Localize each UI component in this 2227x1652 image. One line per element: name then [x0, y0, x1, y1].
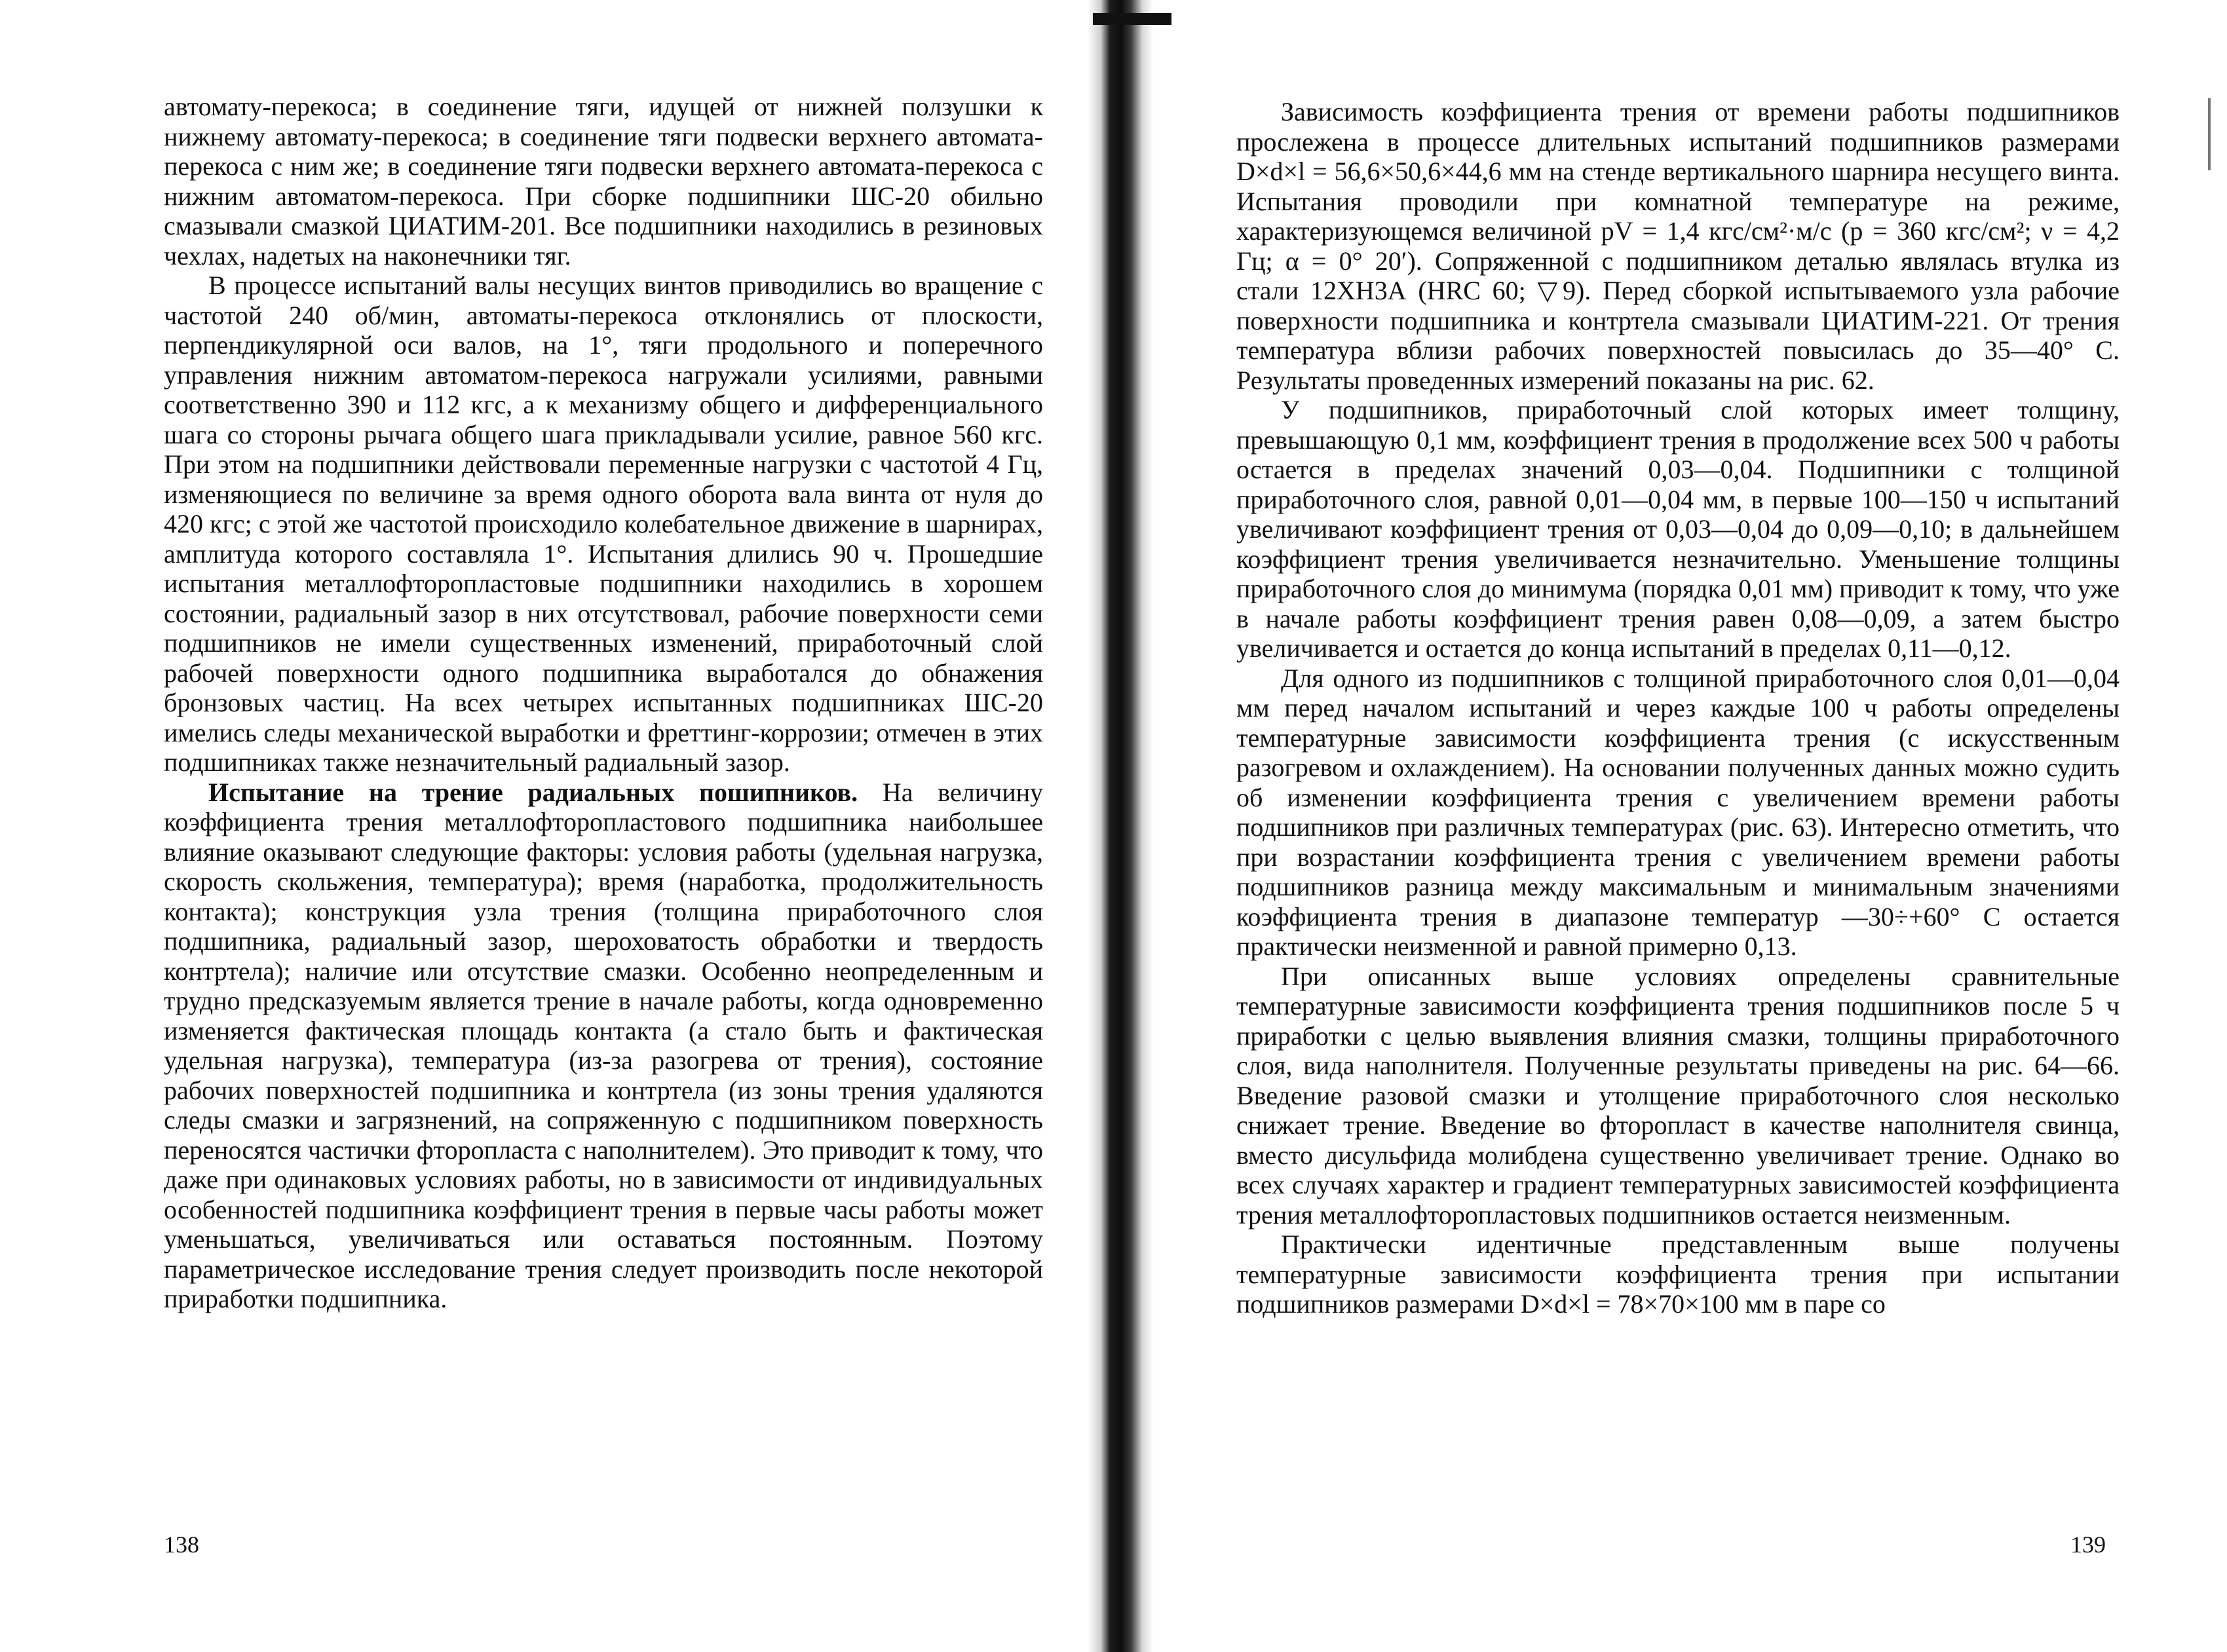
book-gutter-shadow: [1088, 0, 1153, 1652]
section-paragraph: [164, 778, 1043, 1314]
paragraph: При описанных выше условиях определены сравнительные температурные зависимости коэффициента трения подшипников после 5 ч приработки с целью выявления влияния смазки, толщины приработочного слоя, вида наполнителя. Полученные результаты приведены на рис. 64—66. Введение разовой смазки и утолщение приработочного слоя несколько снижает трение. Введение во фторопласт в качестве наполнителя свинца, вместо дисульфида молибдена существенно увеличивает трение. Однако во всех случаях характер и градиент температурных зависимостей коэффициента трения металлофторопластовых подшипников остается неизменным.: [1236, 961, 2120, 1230]
paragraph: автомату-перекоса; в соединение тяги, идущей от нижней ползушки к нижнему автомату-перекоса; в соединение тяги подвески верхнего автомата-перекоса с ним же; в соединение тяги подвески верхнего автомата-перекоса с нижним автоматом-перекоса. При сборке подшипники ШС-20 обильно смазывали смазкой ЦИАТИМ-201. Все подшипники находились в резиновых чехлах, надетых на наконечники тяг.: [164, 92, 1043, 271]
paragraph: Практически идентичные представленным выше получены температурные зависимости коэффициента трения при испытании подшипников размерами D×d×l = 78×70×100 мм в паре со: [1236, 1230, 2120, 1319]
right-page-text: [1236, 97, 2120, 1319]
paragraph: Для одного из подшипников с толщиной приработочного слоя 0,01—0,04 мм перед началом испытаний и через каждые 100 ч работы определены температурные зависимости коэффициента трения (с искусственным разогревом и охлаждением). На основании полученных данных можно судить об изменении коэффициента трения с увеличением времени работы подшипников при различных температурах (рис. 63). Интересно отметить, что при возрастании коэффициента трения с увеличением времени работы подшипников разница между максимальным и минимальным значениями коэффициента трения в диапазоне температур —30÷+60° С остается практически неизменной и равной примерно 0,13.: [1236, 663, 2120, 961]
page-number-right: 139: [2070, 1531, 2106, 1558]
left-page-text: [164, 92, 1043, 1314]
paragraph: У подшипников, приработочный слой которых имеет толщину, превышающую 0,1 мм, коэффициент трения в продолжение всех 500 ч работы остается в пределах значений 0,03—0,04. Подшипники с толщиной приработочного слоя, равной 0,01—0,04 мм, в первые 100—150 ч испытаний увеличивают коэффициент трения от 0,03—0,04 до 0,09—0,10; в дальнейшем коэффициент трения увеличивается незначительно. Уменьшение толщины приработочного слоя до минимума (порядка 0,01 мм) приводит к тому, что уже в начале работы коэффициент трения равен 0,08—0,09, а затем быстро увеличивается и остается до конца испытаний в пределах 0,11—0,12.: [1236, 395, 2120, 663]
section-heading: Испытание на трение радиальных пошипников.: [208, 777, 858, 807]
margin-mark: [2208, 98, 2211, 170]
left-page: [0, 0, 1088, 1652]
paragraph: Зависимость коэффициента трения от времени работы подшипников прослежена в процессе длительных испытаний подшипников размерами D×d×l = 56,6×50,6×44,6 мм на стенде вертикального шарнира несущего винта. Испытания проводили при комнатной температуре на режиме, характеризующемся величиной pV = 1,4 кгс/см²·м/с (p = 360 кгс/см²; ν = 4,2 Гц; α = 0° 20′). Сопряженной с подшипником деталью являлась втулка из стали 12ХН3А (HRC 60; ▽9). Перед сборкой испытываемого узла рабочие поверхности подшипника и контртела смазывали ЦИАТИМ-221. От трения температура вблизи рабочих поверхностей повысилась до 35—40° С. Результаты проведенных измерений показаны на рис. 62.: [1236, 97, 2120, 395]
section-body: На величину коэффициента трения металлофторопластового подшипника наибольшее влияние оказывают следующие факторы: условия работы (удельная нагрузка, скорость скольжения, температура); время (наработка, продолжительность контакта); конструкция узла трения (толщина приработочного слоя подшипника, радиальный зазор, шероховатость обработки и твердость контртела); наличие или отсутствие смазки. Особенно неопределенным и трудно предсказуемым является трение в начале работы, когда одновременно изменяется фактическая площадь контакта (а стало быть и фактическая удельная нагрузка), температура (из-за разогрева от трения), состояние рабочих поверхностей подшипника и контртела (из зоны трения удаляются следы смазки и загрязнений, на сопряженную с подшипником поверхность переносятся частички фторопласта с наполнителем). Это приводит к тому, что даже при одинаковых условиях работы, но в зависимости от индивидуальных особенностей подшипника коэффициент трения в первые часы работы может уменьшаться, увеличиваться или оставаться постоянным. Поэтому параметрическое исследование трения следует производить после некоторой приработки подшипника.: [164, 777, 1044, 1313]
paragraph: В процессе испытаний валы несущих винтов приводились во вращение с частотой 240 об/мин, автоматы-перекоса отклонялись от плоскости, перпендикулярной оси валов, на 1°, тяги продольного и поперечного управления нижним автоматом-перекоса нагружали усилиями, равными соответственно 390 и 112 кгс, а к механизму общего и дифференциального шага со стороны рычага общего шага прикладывали усилие, равное 560 кгс. При этом на подшипники действовали переменные нагрузки с частотой 4 Гц, изменяющиеся по величине за время одного оборота вала винта от нуля до 420 кгс; с этой же частотой происходило колебательное движение в шарнирах, амплитуда которого составляла 1°. Испытания длились 90 ч. Прошедшие испытания металлофторопластовые подшипники находились в хорошем состоянии, радиальный зазор в них отсутствовал, рабочие поверхности семи подшипников не имели существенных изменений, приработочный слой рабочей поверхности одного подшипника выработался до обнажения бронзовых частиц. На всех четырех испытанных подшипниках ШС-20 имелись следы механической выработки и фреттинг-коррозии; отмечен в этих подшипниках также незначительный радиальный зазор.: [164, 271, 1043, 777]
page-number-left: 138: [164, 1531, 199, 1558]
right-page: [1153, 0, 2227, 1652]
